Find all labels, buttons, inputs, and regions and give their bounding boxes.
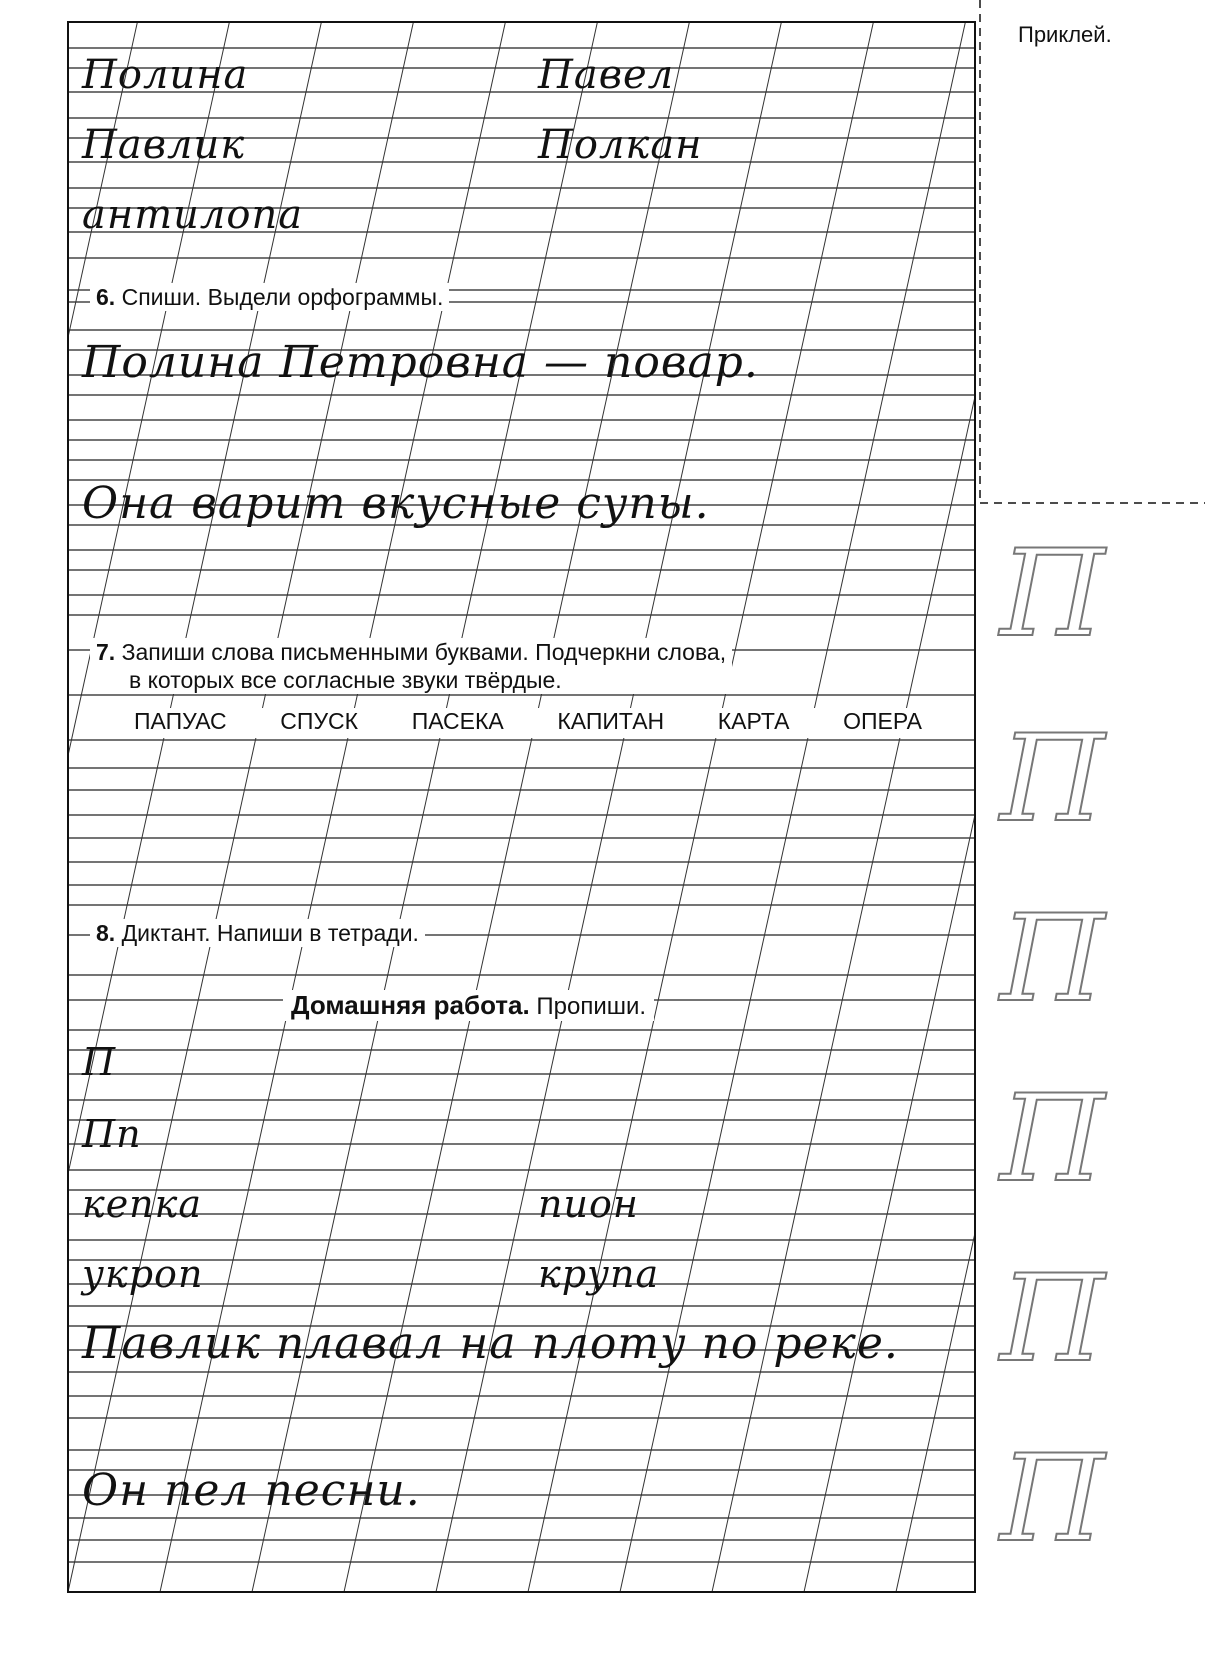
task-6-number: 6. [96,284,116,310]
task-8-text: Диктант. Напиши в тетради. [121,920,419,946]
task-7-word-list [128,708,928,738]
slant-line [0,22,45,1592]
homework-instruction: Пропиши. [536,993,647,1020]
task-8-number: 8. [96,920,116,946]
copy-word: Павел [538,52,675,98]
letter-card: П [1000,710,1105,849]
task-6-text: Спиши. Выдели орфограммы. [121,284,444,310]
homework-copy: крупа [538,1252,660,1296]
task-7-text-line1: Запиши слова письменными буквами. Подчеркни слова, [121,639,727,665]
word-item: КАРТА [717,708,790,734]
homework-copy: пион [538,1182,639,1226]
copy-word: Павлик [82,122,246,168]
word-item: ПАСЕКА [411,708,504,734]
letter-card: П [1000,890,1105,1029]
homework-heading [283,990,654,1021]
homework-copy: укроп [82,1252,204,1296]
word-item: ОПЕРА [843,708,922,734]
letter-card: П [1000,1250,1105,1389]
word-item: СПУСК [280,708,359,734]
letter-card: П [1000,1430,1105,1569]
task-8-heading [90,919,425,947]
task-7-text-line2: в которых все согласные звуки твёрдые. [129,667,562,693]
homework-sentence: Он пел песни. [82,1465,421,1516]
task-7-number: 7. [96,639,116,665]
task-6-copy-line: Полина Петровна — повар. [82,337,759,388]
homework-copy: кепка [82,1182,203,1226]
copy-word: Полкан [538,122,703,168]
task-6-copy-line: Она варит вкусные супы. [82,478,710,529]
letter-card: П [1000,1070,1105,1209]
word-item: КАПИТАН [557,708,665,734]
copy-word: Полина [82,52,249,98]
homework-copy: Пп [82,1112,142,1156]
task-7-heading [90,638,732,694]
word-item: ПАПУАС [134,708,227,734]
homework-copy: П [82,1040,117,1084]
task-6-heading [90,283,449,311]
homework-sentence: Павлик плавал на плоту по реке. [82,1318,899,1369]
letter-card: П [1000,525,1105,664]
homework-title: Домашняя работа. [291,990,530,1020]
copy-word: антилопа [82,192,304,238]
sticker-label: Приклей. [1018,22,1112,47]
